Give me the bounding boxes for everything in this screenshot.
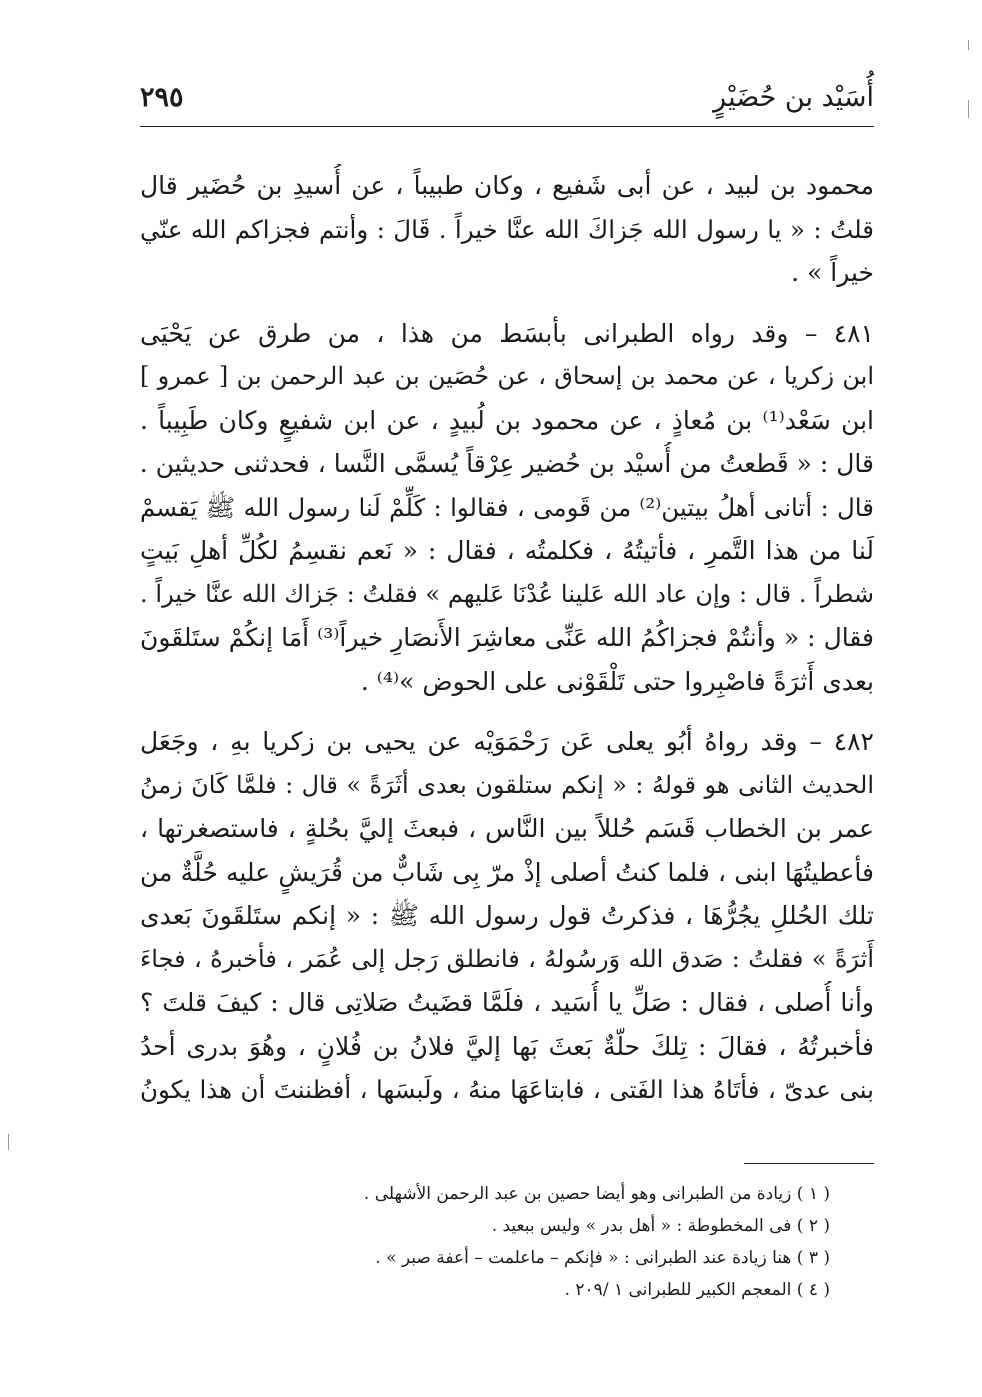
text-line: بنى عدىّ ، فأتَاهُ هذا الفَتى ، فابتاعَهَا منهُ ، ولَبسَها ، أفظننتَ أن هذا يكونُ [140, 1075, 874, 1104]
text-line: محمود بن لبيد ، عن أبى شَفيع ، وكان طبيباً ، عن أُسيدِ بن حُضَير قال [140, 171, 874, 200]
text-line: قال : أتانى أهلُ بيتين⁽²⁾ من قَومى ، فقالوا : كَلِّمْ لَنا رسول الله ﷺ يَقسمْ [140, 492, 874, 522]
scan-mark [8, 1134, 9, 1150]
running-title: أُسَيْد بن حُضَيْرٍ [713, 82, 874, 113]
text-line: تلك الحُللِ يجُرُّهَا ، فذكرتُ قول رسول الله ﷺ : « إنكم ستَلقَونَ بَعدى [140, 901, 874, 930]
footnote: ( ٤ ) المعجم الكبير للطبرانى ١ /٢٠٩ . [564, 1280, 830, 1300]
text-line: قلتُ : « يا رسول الله جَزاكَ الله عنَّا خيراً . قَالَ : وأنتم فجزاكم الله عنّي [140, 214, 874, 244]
paragraph [140, 720, 874, 1112]
text-line: فأعطيتُهَا ابنى ، فلما كنتُ أصلى إذْ مرّ بِى شَابٌّ من قُرَيشٍ عليه حُلَّةٌ من [140, 857, 874, 887]
text-line: الحديث الثانى هو قولهُ : « إنكم ستلقون بعدى أثَرَةً » قال : فلمَّا كَانَ زمنُ [140, 770, 874, 799]
text-line: أَثرَةً » فقلتُ : صَدق الله وَرسُولهُ ، فانطلق رَجل إلى عُمَر ، فأخبرهُ ، فجاءَ [140, 944, 874, 973]
paragraph [140, 312, 874, 704]
footnote-rule [744, 1163, 874, 1164]
text-line: ٤٨١ – وقد رواه الطبرانى بأبسَط من هذا ، من طرق عن يَحْيَى [140, 318, 874, 348]
text-line: بعدى أَثرَةً فاصْبِروا حتى تَلْقَوْنى على الحوض »⁽⁴⁾ . [360, 666, 874, 696]
text-line: شطراً . قال : وإن عاد الله عَلينا عُدْنَا عَليهم » فقلتُ : جَزاك الله عنَّا خيراً . [140, 579, 874, 608]
footnotes [140, 1178, 830, 1306]
scan-mark [968, 40, 969, 50]
text-line: ٤٨٢ – وقد رواهُ أبُو يعلى عَن رَحْمَوَيْه عن يحيى بن زكريا بهِ ، وجَعَل [140, 727, 874, 756]
paragraph [140, 164, 874, 295]
text-line: ابن سَعْد⁽¹⁾ بن مُعاذٍ ، عن محمود بن لُبيدٍ ، عن ابن شفيعٍ وكان طَبِيباً . [140, 405, 874, 435]
footnote: ( ٢ ) فى المخطوطة : « أهل بدر » وليس ببعيد . [491, 1216, 830, 1236]
scan-mark [968, 100, 969, 118]
page-number: ٢٩٥ [140, 82, 184, 113]
text-line: وأنا أُصلى ، فقال : صَلِّ يا أُسَيد ، فلَمَّا قضَيتُ صَلاتِى قال : كيفَ قلتَ ؟ [140, 988, 874, 1017]
footnote: ( ١ ) زيادة من الطبرانى وهو أيضا حصين بن عبد الرحمن الأشهلى . [363, 1184, 830, 1204]
text-line: فأخبرتُهُ ، فقالَ : تِلكَ حلّةٌ بَعثَ بَها إليَّ فلانُ بن فُلانٍ ، وهُوَ بدرى أحدُ [140, 1031, 874, 1061]
text-line: ابن زكريا ، عن محمد بن إسحاق ، عن حُصَين بن عبد الرحمن بن [ عمرو ] [140, 362, 874, 390]
page-header [140, 78, 874, 124]
main-text [140, 164, 874, 1112]
footnote: ( ٣ ) هنا زيادة عند الطبرانى : « فإنكم – ماعلمت – أعفة صبر » . [375, 1248, 830, 1268]
text-line: لَنا من هذا التَّمرِ ، فأتيتُهُ ، فكلمتُه ، فقال : « نَعم نقسِمُ لكُلِّ أهلِ بَيتٍ [140, 536, 874, 565]
text-line: خيراً » . [791, 258, 874, 287]
text-line: فقال : « وأنتُمْ فجزاكُمُ الله عَنِّى معاشِرَ الأَنصَارِ خيراً⁽³⁾ أَمَا إنكُمْ ستَلقَونَ [140, 623, 874, 652]
text-line: قال : « قَطعتُ من أُسيْد بن حُضير عِرْقاً يُسمَّى النَّسا ، فحدثنى حديثين . [140, 449, 874, 478]
header-rule [140, 126, 874, 127]
text-line: عمر بن الخطاب قَسَم حُللاً بين النَّاس ، فبعثَ إليَّ بحُلةٍ ، فاستصغرتها ، [140, 814, 874, 843]
